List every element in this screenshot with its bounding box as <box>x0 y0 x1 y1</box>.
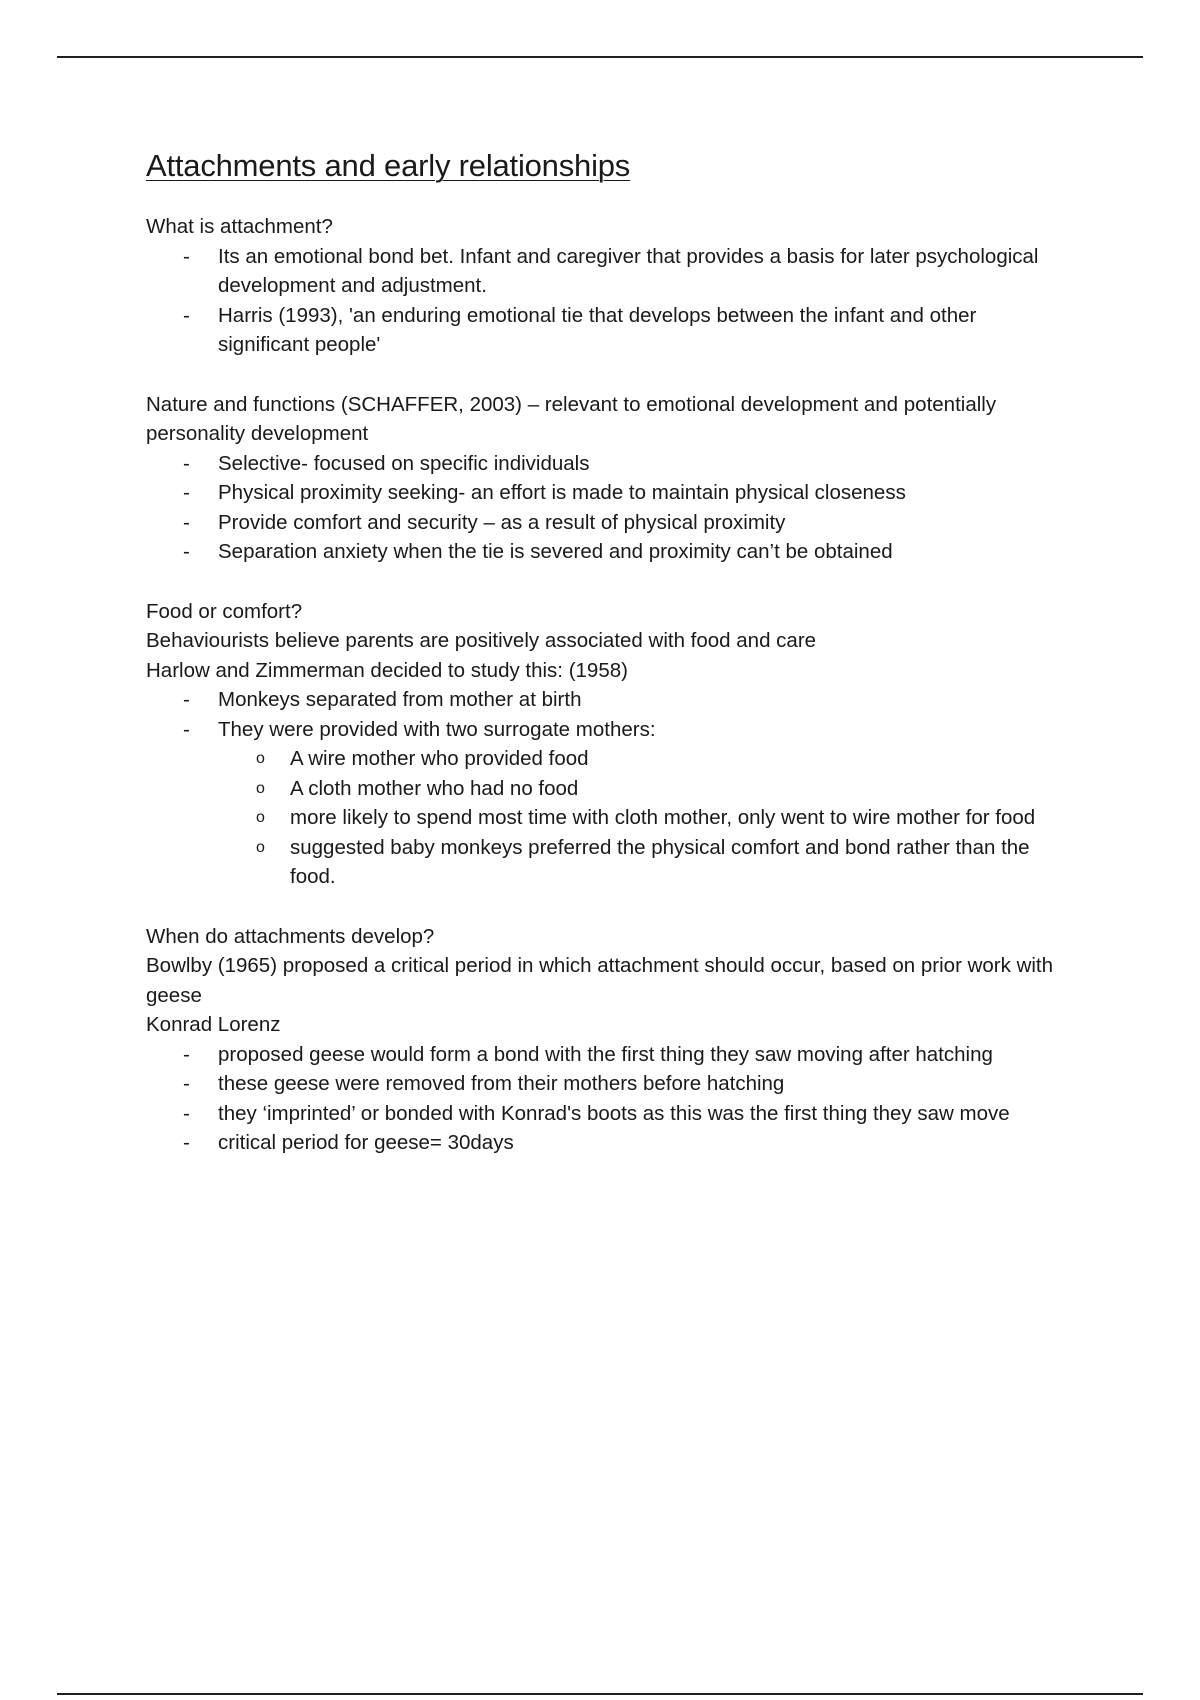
section-what-is-attachment <box>146 212 1066 360</box>
list-item-text: critical period for geese= 30days <box>218 1131 514 1154</box>
circle-marker: o <box>256 809 265 826</box>
list-item <box>146 301 1066 360</box>
list-item-text: Provide comfort and security – as a result of physical proximity <box>218 510 786 534</box>
document-page <box>146 148 1066 1188</box>
dash-marker: - <box>183 1072 190 1095</box>
body-line: Behaviourists believe parents are positively associated with food and care <box>146 629 817 652</box>
dash-marker: - <box>183 688 190 711</box>
list-item-text: Selective- focused on specific individuals <box>218 451 590 475</box>
dash-marker: - <box>183 303 190 327</box>
list-item-text: Monkeys separated from mother at birth <box>218 688 582 711</box>
bullet-list <box>146 242 1066 360</box>
section-heading: When do attachments develop? <box>146 924 435 948</box>
circle-marker: o <box>256 779 265 797</box>
sub-list-item <box>146 744 1066 774</box>
dash-marker: - <box>183 1131 190 1154</box>
list-item <box>146 715 1066 745</box>
sub-list-item-text: A cloth mother who had no food <box>290 776 579 800</box>
bullet-list <box>146 685 1066 744</box>
section-food-or-comfort <box>146 597 1066 892</box>
dash-marker: - <box>183 244 190 268</box>
sub-list-item-text: more likely to spend most time with cloth mother, only went to wire mother for food <box>290 806 1036 829</box>
sub-list-item <box>146 833 1066 892</box>
list-item-text: Separation anxiety when the tie is severed and proximity can’t be obtained <box>218 540 893 563</box>
list-item-text: They were provided with two surrogate mothers: <box>218 717 656 741</box>
list-item <box>146 508 1066 538</box>
dash-marker: - <box>183 540 190 563</box>
circle-marker: o <box>256 838 265 856</box>
sub-list-item-text: suggested baby monkeys preferred the physical comfort and bond rather than the food. <box>290 835 1030 888</box>
sub-bullet-list <box>146 744 1066 892</box>
list-item <box>146 449 1066 479</box>
list-item <box>146 685 1066 715</box>
page-title: Attachments and early relationships <box>146 148 631 183</box>
bottom-page-rule <box>57 1693 1143 1695</box>
dash-marker: - <box>183 1101 190 1125</box>
section-heading: Food or comfort? <box>146 599 303 623</box>
section-heading: What is attachment? <box>146 215 333 238</box>
section-when-do-attachments-develop <box>146 922 1066 1158</box>
sub-list-item <box>146 774 1066 804</box>
dash-marker: - <box>183 451 190 475</box>
list-item <box>146 478 1066 508</box>
sub-list-item <box>146 803 1066 833</box>
bullet-list <box>146 1040 1066 1158</box>
body-line: Konrad Lorenz <box>146 1013 281 1036</box>
list-item <box>146 1128 1066 1158</box>
dash-marker: - <box>183 717 190 741</box>
section-heading: Nature and functions (SCHAFFER, 2003) – relevant to emotional development and potentially personality development <box>146 392 997 445</box>
list-item-text: proposed geese would form a bond with the first thing they saw moving after hatching <box>218 1042 993 1066</box>
body-line: Bowlby (1965) proposed a critical period in which attachment should occur, based on prior work with geese <box>146 954 1054 1007</box>
list-item-text: Physical proximity seeking- an effort is made to maintain physical closeness <box>218 481 906 504</box>
dash-marker: - <box>183 1042 190 1066</box>
list-item <box>146 242 1066 301</box>
list-item <box>146 537 1066 567</box>
sub-list-item-text: A wire mother who provided food <box>290 747 589 770</box>
top-page-rule <box>57 56 1143 58</box>
list-item-text: Its an emotional bond bet. Infant and caregiver that provides a basis for later psychological development and adjustment. <box>218 244 1039 297</box>
list-item <box>146 1099 1066 1129</box>
body-line: Harlow and Zimmerman decided to study this: (1958) <box>146 658 628 682</box>
dash-marker: - <box>183 510 190 534</box>
list-item <box>146 1040 1066 1070</box>
list-item-text: these geese were removed from their mothers before hatching <box>218 1072 785 1095</box>
section-nature-and-functions <box>146 390 1066 567</box>
list-item-text: they ‘imprinted’ or bonded with Konrad's boots as this was the first thing they saw move <box>218 1101 1010 1125</box>
dash-marker: - <box>183 481 190 504</box>
circle-marker: o <box>256 750 265 767</box>
list-item-text: Harris (1993), 'an enduring emotional tie that develops between the infant and other significant people' <box>218 303 977 356</box>
list-item <box>146 1069 1066 1099</box>
bullet-list <box>146 449 1066 567</box>
